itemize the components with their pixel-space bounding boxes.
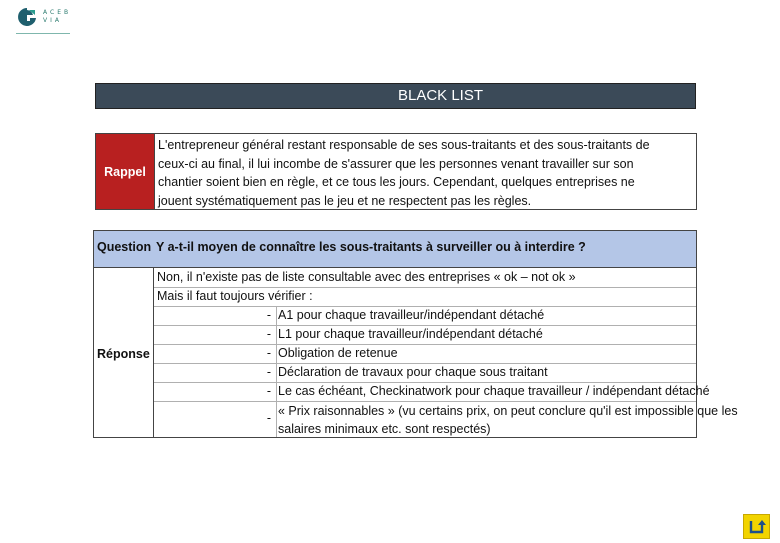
reponse-bullet-row bbox=[154, 363, 696, 383]
bullet-dash: - bbox=[266, 346, 272, 360]
rappel-line: chantier soient bien en règle, et ce tous les jours. Cependant, quelques entreprises ne bbox=[158, 175, 635, 189]
company-logo-icon bbox=[16, 6, 38, 28]
company-logo bbox=[16, 6, 76, 36]
page-title: BLACK LIST bbox=[397, 87, 484, 104]
bullet-dash: - bbox=[266, 308, 272, 322]
bullet-dash: - bbox=[266, 327, 272, 341]
bullet-dash: - bbox=[266, 384, 272, 398]
reponse-bullet-row bbox=[154, 401, 738, 437]
rappel-line: ceux-ci au final, il lui incombe de s'assurer que les personnes venant travailler sur son bbox=[158, 156, 634, 171]
return-button[interactable] bbox=[743, 514, 770, 539]
reponse-intro-text: Mais il faut toujours vérifier : bbox=[157, 289, 313, 303]
logo-text: ACEB VIA bbox=[43, 9, 72, 24]
rappel-line: L'entrepreneur général restant responsable de ses sous-traitants et des sous-traitants de bbox=[158, 138, 650, 152]
reponse-label-cell bbox=[94, 268, 154, 437]
bullet-dash: - bbox=[266, 411, 272, 425]
bullet-text: L1 pour chaque travailleur/indépendant détaché bbox=[278, 327, 543, 341]
question-row bbox=[93, 230, 697, 268]
logo-divider bbox=[16, 33, 70, 34]
reponse-bullet-row bbox=[154, 344, 696, 364]
question-text: Y a-t-il moyen de connaître les sous-traitants à surveiller ou à interdire ? bbox=[156, 240, 586, 254]
reponse-bullet-row bbox=[154, 382, 710, 402]
reponse-intro-row bbox=[154, 287, 696, 307]
bullet-dash: - bbox=[266, 365, 272, 379]
reponse-bullet-row bbox=[154, 325, 696, 345]
question-label: Question bbox=[97, 240, 152, 254]
rappel-line: jouent systématiquement pas le jeu et ne respectent pas les règles. bbox=[158, 193, 532, 208]
title-bar bbox=[95, 83, 696, 109]
reponse-label: Réponse bbox=[97, 347, 150, 361]
return-arrow-icon bbox=[744, 515, 769, 538]
bullet-text: Le cas échéant, Checkinatwork pour chaque travailleur / indépendant détaché bbox=[278, 384, 710, 398]
bullet-text: Obligation de retenue bbox=[278, 346, 398, 360]
bullet-text: A1 pour chaque travailleur/indépendant détaché bbox=[278, 308, 545, 322]
rappel-text bbox=[158, 136, 688, 210]
rappel-label: Rappel bbox=[96, 134, 155, 209]
reponse-box bbox=[93, 268, 738, 438]
reponse-bullet-row bbox=[154, 306, 696, 326]
reponse-intro-row bbox=[154, 268, 696, 288]
reponse-intro-text: Non, il n'existe pas de liste consultable avec des entreprises « ok – not ok » bbox=[157, 270, 576, 284]
rappel-box bbox=[95, 133, 697, 210]
bullet-text: « Prix raisonnables » (vu certains prix, on peut conclure qu'il est impossible que les salaires minimaux etc. sont respectés) bbox=[278, 404, 738, 436]
bullet-text: Déclaration de travaux pour chaque sous traitant bbox=[278, 365, 548, 379]
